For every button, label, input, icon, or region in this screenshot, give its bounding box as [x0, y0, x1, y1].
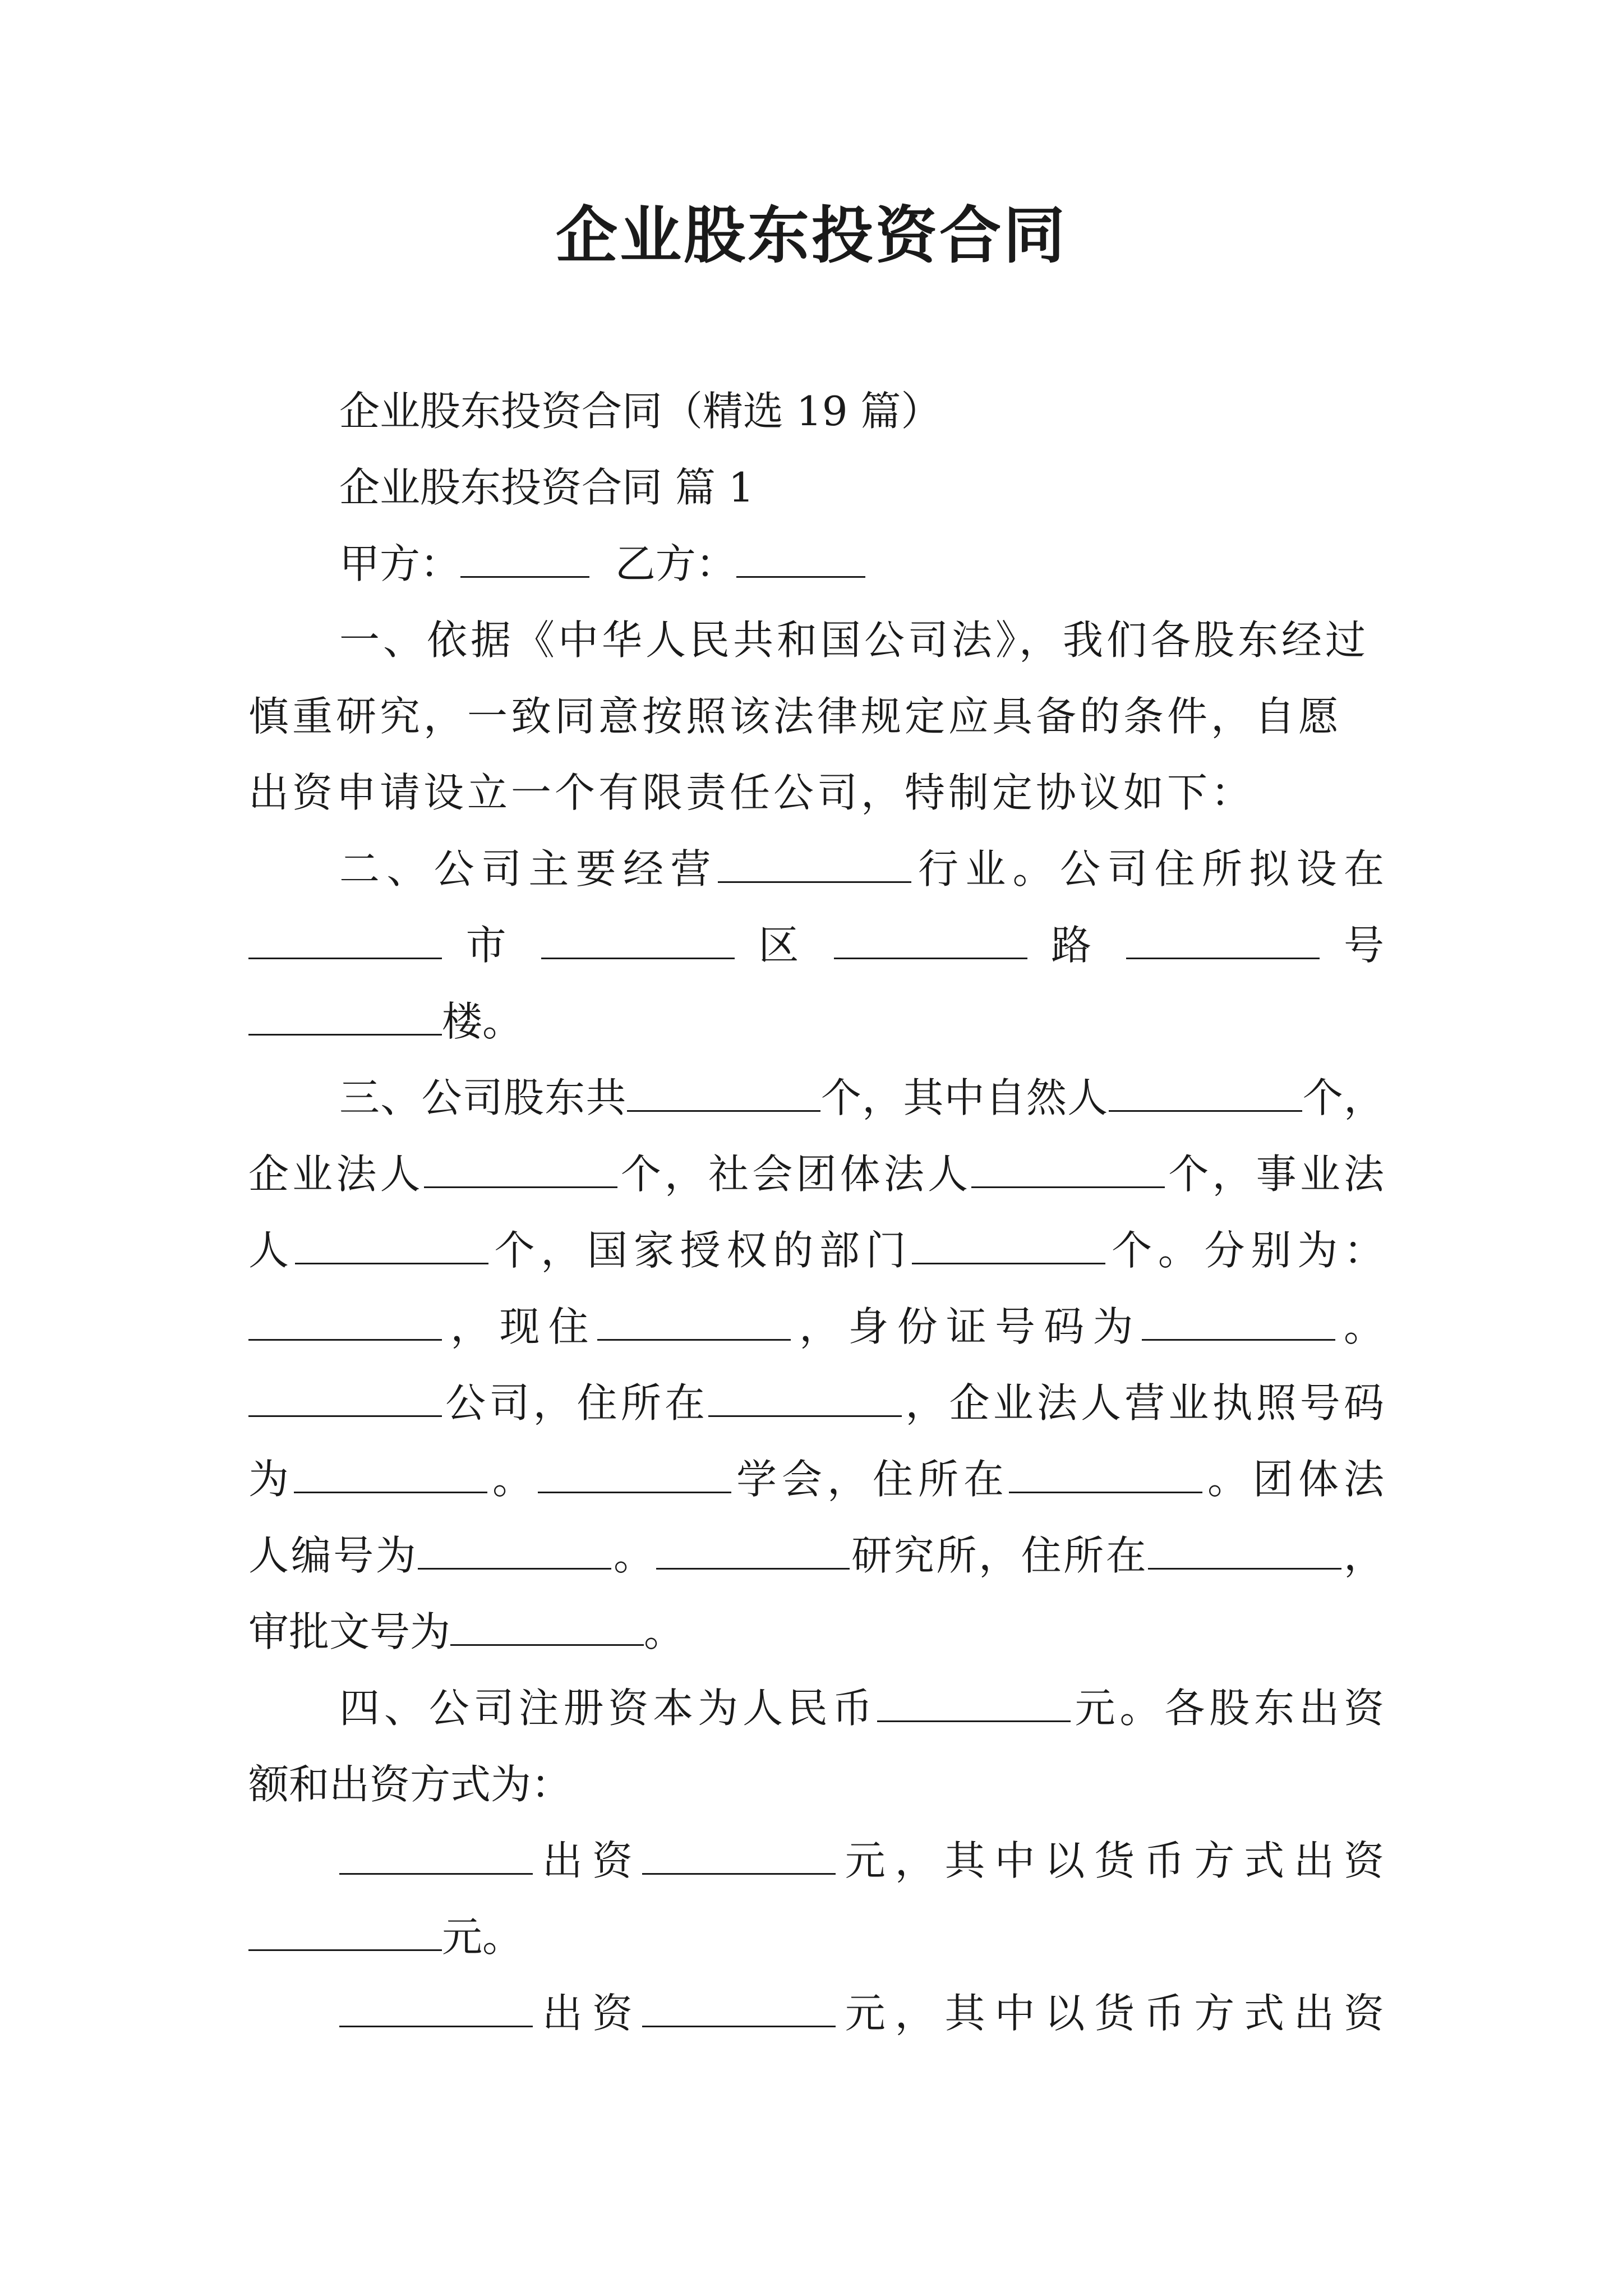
s3-text-p: 。 — [487, 1456, 538, 1503]
s4-text-a: 四、公司注册资本为人民币 — [339, 1685, 877, 1732]
investor-2-line-1 — [248, 1975, 1384, 2051]
s3-blank-institution — [295, 1228, 488, 1264]
s2-floor: 楼。 — [442, 998, 523, 1045]
party-b-label: 乙方： — [615, 540, 736, 587]
s3-blank-state — [912, 1228, 1105, 1264]
s3-text-j: ，现住 — [442, 1303, 597, 1350]
s3-text-q: 学会，住所在 — [731, 1456, 1009, 1503]
s2-blank-road — [834, 923, 1027, 959]
party-a-blank — [460, 541, 589, 578]
s2-road: 路 — [1051, 922, 1103, 969]
chapter-heading: 企业股东投资合同 篇 1 — [339, 464, 754, 511]
s3-text-x: 。 — [644, 1608, 685, 1655]
subtitle: 企业股东投资合同（精选 19 篇） — [339, 388, 942, 435]
s3-blank-group-no — [418, 1533, 611, 1570]
inv2-blank-amount — [642, 1991, 836, 2027]
parties-line — [248, 526, 1384, 602]
s2-text-b: 行业。公司住所拟设在 — [911, 845, 1384, 892]
inv1-blank-amount — [642, 1838, 836, 1875]
s2-district: 区 — [758, 922, 810, 969]
s3-text-b: 个，其中自然人 — [820, 1074, 1109, 1121]
s3-text-c: 个， — [1302, 1074, 1384, 1121]
section-3-line-5 — [248, 1365, 1384, 1441]
s3-blank-institute — [656, 1533, 850, 1570]
s3-blank-company-address — [708, 1381, 902, 1417]
s2-number: 号 — [1343, 922, 1384, 969]
inv1-blank-cash — [248, 1915, 442, 1951]
s3-blank-approval — [450, 1609, 644, 1646]
s3-text-i: 个。分别为： — [1105, 1227, 1384, 1274]
document-body — [248, 373, 1384, 2051]
s3-blank-total — [627, 1075, 820, 1112]
section-2-line-1 — [248, 831, 1384, 907]
s3-blank-enterprise — [424, 1152, 617, 1188]
section-3-line-2 — [248, 1136, 1384, 1212]
section-2-line-3 — [248, 983, 1384, 1060]
s3-text-h: 个，国家授权的部门 — [488, 1227, 912, 1274]
s2-blank-floor — [248, 999, 442, 1036]
s3-text-d: 企业法人 — [248, 1151, 424, 1198]
s2-blank-district — [541, 923, 735, 959]
inv1-text-b: 元，其中以货币方式出资 — [835, 1837, 1384, 1884]
s3-text-r: 。团体法 — [1202, 1456, 1384, 1503]
s3-text-l: 。 — [1335, 1303, 1384, 1350]
s4-blank-capital — [877, 1686, 1071, 1722]
s3-blank-license — [294, 1457, 487, 1493]
document-title: 企业股东投资合同 — [556, 199, 1067, 272]
s3-text-t: 。 — [611, 1532, 656, 1579]
section-4-line-1 — [248, 1670, 1384, 1746]
inv1-text-c: 元。 — [442, 1913, 523, 1961]
s2-text-a: 二、公司主要经营 — [339, 845, 718, 892]
party-a-label: 甲方： — [339, 540, 461, 587]
s3-text-m: 公司，住所在 — [442, 1379, 709, 1427]
section-3-line-4 — [248, 1289, 1384, 1365]
s3-blank-company — [248, 1381, 442, 1417]
s3-text-g: 人 — [248, 1227, 295, 1274]
s3-text-k: ，身份证号码为 — [790, 1303, 1142, 1350]
s3-blank-society — [538, 1457, 731, 1493]
section-3-line-3 — [248, 1212, 1384, 1289]
inv1-blank-name — [339, 1838, 533, 1875]
s2-city: 市 — [465, 922, 518, 969]
s4-text-b: 元。各股东出资 — [1070, 1685, 1384, 1732]
s2-blank-number — [1126, 923, 1320, 959]
s3-blank-society-address — [1009, 1457, 1202, 1493]
investor-1-line-2 — [248, 1899, 1384, 1975]
investor-1-line-1 — [248, 1823, 1384, 1899]
s3-blank-address — [597, 1304, 791, 1341]
section-1: 一、依据《中华人民共和国公司法》，我们各股东经过慎重研究，一致同意按照该法律规定应具备的条件，自愿出资申请设立一个有限责任公司，特制定协议如下： — [248, 616, 1370, 816]
s3-blank-social — [971, 1152, 1165, 1188]
s2-blank-business — [718, 846, 911, 883]
s3-blank-natural — [1109, 1075, 1302, 1112]
s3-text-w: 审批文号为 — [248, 1608, 451, 1655]
section-4-line-2: 额和出资方式为： — [248, 1761, 572, 1808]
section-3-line-1 — [248, 1060, 1384, 1136]
s3-blank-institute-address — [1148, 1533, 1341, 1570]
s3-text-s: 人编号为 — [248, 1532, 418, 1579]
inv1-text-a: 出资 — [533, 1837, 642, 1884]
inv2-text-b: 元，其中以货币方式出资 — [835, 1990, 1384, 2037]
inv2-blank-name — [339, 1991, 533, 2027]
s3-text-o: 为 — [248, 1456, 294, 1503]
s3-blank-id — [1142, 1304, 1335, 1341]
section-3-line-8 — [248, 1594, 1384, 1670]
s3-text-a: 三、公司股东共 — [339, 1074, 627, 1121]
party-b-blank — [736, 541, 865, 578]
section-3-line-7 — [248, 1517, 1384, 1594]
section-2-line-2 — [248, 907, 1384, 983]
s3-text-v: ， — [1341, 1532, 1384, 1579]
inv2-text-a: 出资 — [533, 1990, 642, 2037]
section-3-line-6 — [248, 1441, 1384, 1517]
s3-text-n: ，企业法人营业执照号码 — [902, 1379, 1384, 1427]
s3-text-e: 个，社会团体法人 — [617, 1151, 972, 1198]
s3-text-u: 研究所，住所在 — [849, 1532, 1149, 1579]
s2-blank-city — [248, 923, 442, 959]
s3-text-f: 个，事业法 — [1165, 1151, 1384, 1198]
s3-blank-person-name — [248, 1304, 442, 1341]
